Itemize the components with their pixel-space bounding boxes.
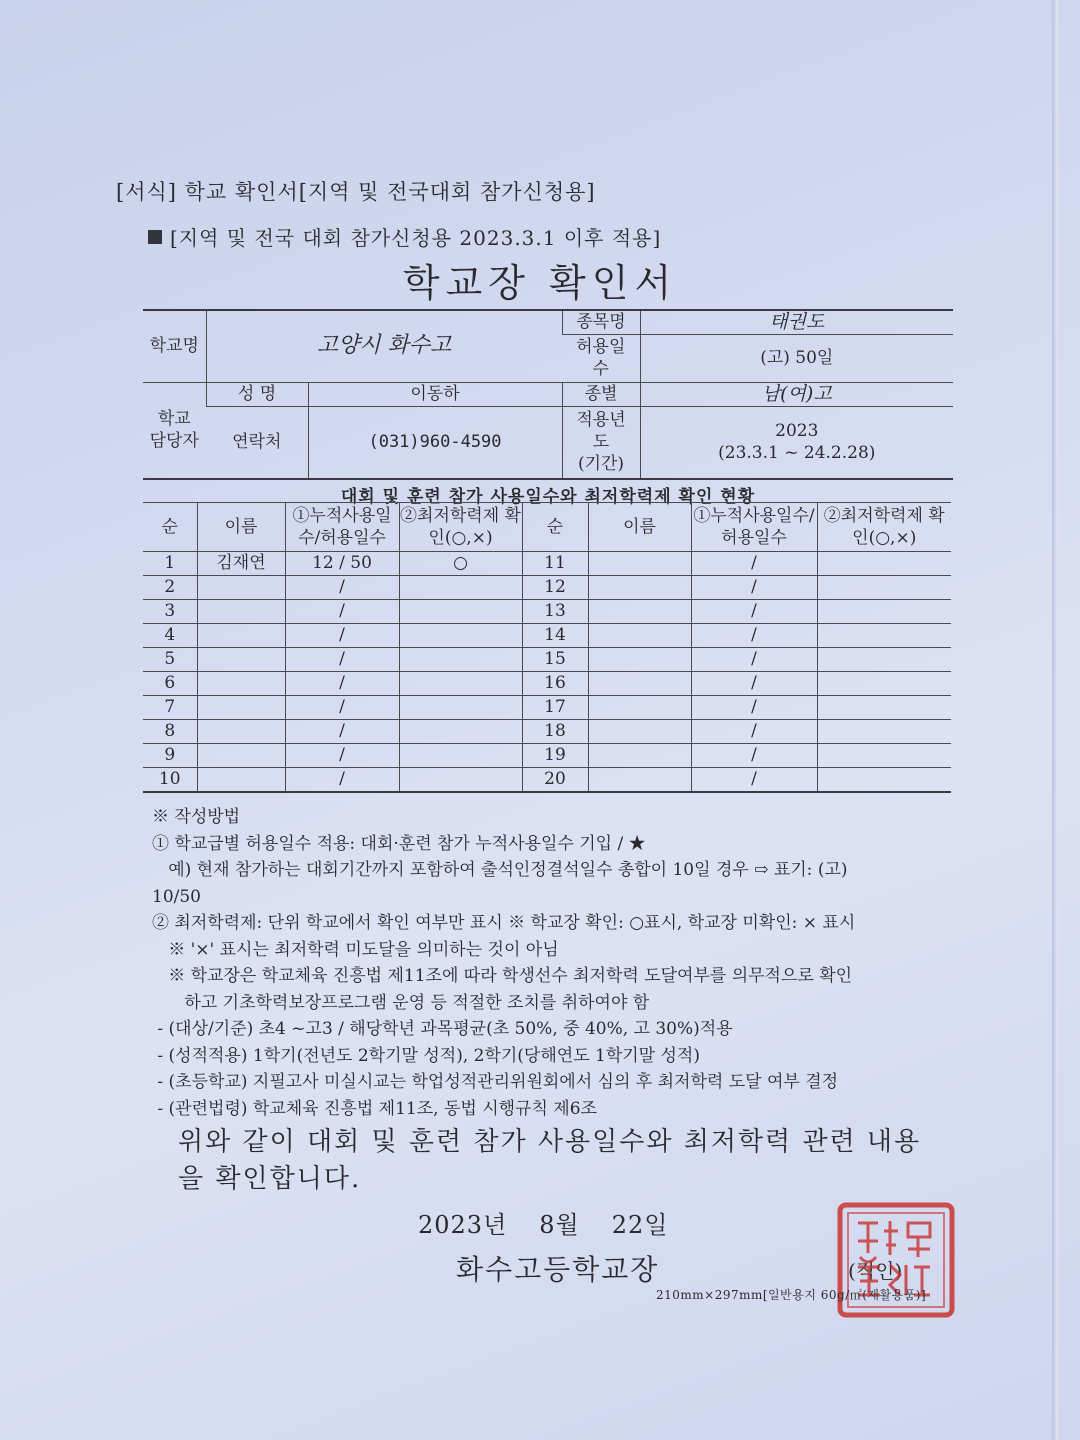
page-title: 학교장 확인서 <box>402 261 678 305</box>
min-academic-check <box>817 672 951 696</box>
table-row <box>143 768 951 793</box>
seal-label: (직인) <box>848 1259 903 1283</box>
usage-days: / <box>691 576 817 600</box>
year-label: 적용년도 (기간) <box>562 406 640 478</box>
gender-label: 종별 <box>562 382 640 406</box>
date-year: 2023년 <box>418 1211 508 1239</box>
student-name <box>588 624 691 648</box>
row-number: 5 <box>143 648 197 672</box>
usage-table <box>143 502 951 793</box>
table-row <box>143 696 951 720</box>
student-name <box>588 600 691 624</box>
table-row <box>143 552 951 576</box>
school-label: 학교명 <box>143 310 206 382</box>
student-name <box>588 720 691 744</box>
gender-value: 남(여)고 <box>640 382 953 406</box>
row-number: 1 <box>143 552 197 576</box>
usage-days: / <box>285 744 399 768</box>
note-line: ① 학교급별 허용일수 적용: 대회·훈련 참가 누적사용일수 기입 / ★ <box>152 833 646 854</box>
name-label: 성 명 <box>206 382 308 406</box>
staff-label: 학교 담당자 <box>143 382 206 478</box>
header-cell: 이름 <box>197 503 285 552</box>
usage-days: / <box>285 624 399 648</box>
paper-spec: 210mm×297mm[일반용지 60g/㎡(재활용품)] <box>656 1288 927 1302</box>
student-name <box>588 744 691 768</box>
allowed-label: 허용일수 <box>562 334 640 382</box>
note-line: 하고 기초학력보장프로그램 운영 등 적절한 조치를 취하여야 함 <box>152 992 650 1013</box>
row-number: 19 <box>522 744 588 768</box>
min-academic-check <box>817 696 951 720</box>
usage-days: / <box>691 648 817 672</box>
allowed-value: (고) 50일 <box>640 334 953 382</box>
min-academic-check <box>399 624 522 648</box>
header-cell: 순 <box>522 503 588 552</box>
year-cell <box>640 406 953 478</box>
min-academic-check <box>817 744 951 768</box>
usage-days: / <box>691 600 817 624</box>
min-academic-check <box>399 600 522 624</box>
row-number: 20 <box>522 768 588 793</box>
min-academic-check <box>399 768 522 793</box>
date-day: 22일 <box>611 1211 669 1239</box>
school-value: 고양시 화수고 <box>206 310 562 382</box>
table-row <box>143 672 951 696</box>
usage-days: 12 / 50 <box>285 552 399 576</box>
min-academic-check <box>817 768 951 793</box>
writing-method-notes <box>152 804 952 1122</box>
usage-days: / <box>691 696 817 720</box>
min-academic-check <box>817 720 951 744</box>
student-name <box>588 648 691 672</box>
row-number: 16 <box>522 672 588 696</box>
student-name <box>588 696 691 720</box>
period-value: (23.3.1 ~ 24.2.28) <box>718 443 876 464</box>
header-cell: ②최저학력제 확인(○,×) <box>817 503 951 552</box>
usage-days: / <box>691 744 817 768</box>
table-row <box>143 624 951 648</box>
student-name <box>197 600 285 624</box>
student-name <box>197 768 285 793</box>
header-cell: ①누적사용일수/허용일수 <box>285 503 399 552</box>
row-number: 7 <box>143 696 197 720</box>
min-academic-check <box>399 576 522 600</box>
contact-value: (031)960-4590 <box>308 406 562 478</box>
usage-days: / <box>285 696 399 720</box>
min-academic-check <box>817 648 951 672</box>
note-line: 10/50 <box>152 886 201 907</box>
min-academic-check <box>399 720 522 744</box>
name-value: 이동하 <box>308 382 562 406</box>
header-cell: 순 <box>143 503 197 552</box>
sport-value: 태권도 <box>640 310 953 334</box>
row-number: 9 <box>143 744 197 768</box>
row-number: 17 <box>522 696 588 720</box>
table-row <box>143 576 951 600</box>
note-line: 예) 현재 참가하는 대회기간까지 포함하여 출석인정결석일수 총합이 10일 경우 ⇨ 표기: (고) <box>152 860 848 880</box>
row-number: 13 <box>522 600 588 624</box>
student-name <box>197 672 285 696</box>
student-name <box>197 576 285 600</box>
header-cell: 이름 <box>588 503 691 552</box>
student-name <box>197 744 285 768</box>
row-number: 12 <box>522 576 588 600</box>
year-value: 2023 <box>775 421 819 442</box>
min-academic-check <box>817 576 951 600</box>
usage-days: / <box>285 768 399 793</box>
student-name <box>588 768 691 793</box>
usage-days: / <box>691 768 817 793</box>
usage-days: / <box>691 552 817 576</box>
confirm-text: 위와 같이 대회 및 훈련 참가 사용일수와 최저학력 관련 내용을 확인합니다. <box>178 1127 922 1194</box>
usage-days: / <box>285 672 399 696</box>
note-line: ※ '×' 표시는 최저학력 미도달을 의미하는 것이 아님 <box>152 939 559 960</box>
row-number: 2 <box>143 576 197 600</box>
usage-days: / <box>691 624 817 648</box>
row-number: 6 <box>143 672 197 696</box>
student-name <box>197 648 285 672</box>
page-edge <box>1052 0 1058 1440</box>
date-month: 8월 <box>539 1211 580 1239</box>
min-academic-check <box>817 600 951 624</box>
section-title: 대회 및 훈련 참가 사용일수와 최저학력제 확인 현황 <box>143 478 953 507</box>
student-name <box>588 552 691 576</box>
table-row <box>143 648 951 672</box>
note-line: - (대상/기준) 초4 ~고3 / 해당학년 과목평균(초 50%, 중 40%, 고 30%)적용 <box>152 1019 733 1039</box>
min-academic-check: ○ <box>399 552 522 576</box>
min-academic-check <box>399 672 522 696</box>
student-name <box>197 696 285 720</box>
table-row <box>143 600 951 624</box>
note-line: - (성적적용) 1학기(전년도 2학기말 성적), 2학기(당해연도 1학기말 성적) <box>152 1045 700 1066</box>
row-number: 3 <box>143 600 197 624</box>
info-table <box>143 309 953 478</box>
row-number: 15 <box>522 648 588 672</box>
row-number: 10 <box>143 768 197 793</box>
note-line: ※ 학교장은 학교체육 진흥법 제11조에 따라 학생선수 최저학력 도달여부를 의무적으로 확인 <box>152 966 853 986</box>
student-name: 김재연 <box>197 552 285 576</box>
usage-days: / <box>285 600 399 624</box>
table-row <box>143 744 951 768</box>
header-cell: ②최저학력제 확인(○,×) <box>399 503 522 552</box>
sub-label: [지역 및 전국 대회 참가신청용 2023.3.1 이후 적용] <box>170 226 662 250</box>
min-academic-check <box>399 696 522 720</box>
row-number: 4 <box>143 624 197 648</box>
min-academic-check <box>817 624 951 648</box>
sub-label-row <box>148 222 661 251</box>
row-number: 14 <box>522 624 588 648</box>
form-label: [서식] 학교 확인서[지역 및 전국대회 참가신청용] <box>116 180 596 204</box>
min-academic-check <box>399 648 522 672</box>
usage-days: / <box>691 672 817 696</box>
usage-days: / <box>285 648 399 672</box>
min-academic-check <box>817 552 951 576</box>
student-name <box>197 720 285 744</box>
row-number: 8 <box>143 720 197 744</box>
issue-date <box>418 1205 668 1240</box>
usage-days: / <box>691 720 817 744</box>
student-name <box>197 624 285 648</box>
row-number: 11 <box>522 552 588 576</box>
sport-label: 종목명 <box>562 310 640 334</box>
note-line: ② 최저학력제: 단위 학교에서 확인 여부만 표시 ※ 학교장 확인: ○표시, 학교장 미확인: × 표시 <box>152 913 856 933</box>
student-name <box>588 576 691 600</box>
table-row <box>143 720 951 744</box>
usage-days: / <box>285 720 399 744</box>
row-number: 18 <box>522 720 588 744</box>
min-academic-check <box>399 744 522 768</box>
header-cell: ①누적사용일수/허용일수 <box>691 503 817 552</box>
principal-name: 화수고등학교장 <box>456 1253 660 1286</box>
student-name <box>588 672 691 696</box>
contact-label: 연락처 <box>206 406 308 478</box>
usage-days: / <box>285 576 399 600</box>
note-line: - (관련법령) 학교체육 진흥법 제11조, 동법 시행규칙 제6조 <box>152 1098 597 1119</box>
note-line: - (초등학교) 지필고사 미실시교는 학업성적관리위원회에서 심의 후 최저학력 도달 여부 결정 <box>152 1072 839 1092</box>
square-bullet-icon <box>148 230 162 244</box>
note-line: ※ 작성방법 <box>152 807 241 827</box>
